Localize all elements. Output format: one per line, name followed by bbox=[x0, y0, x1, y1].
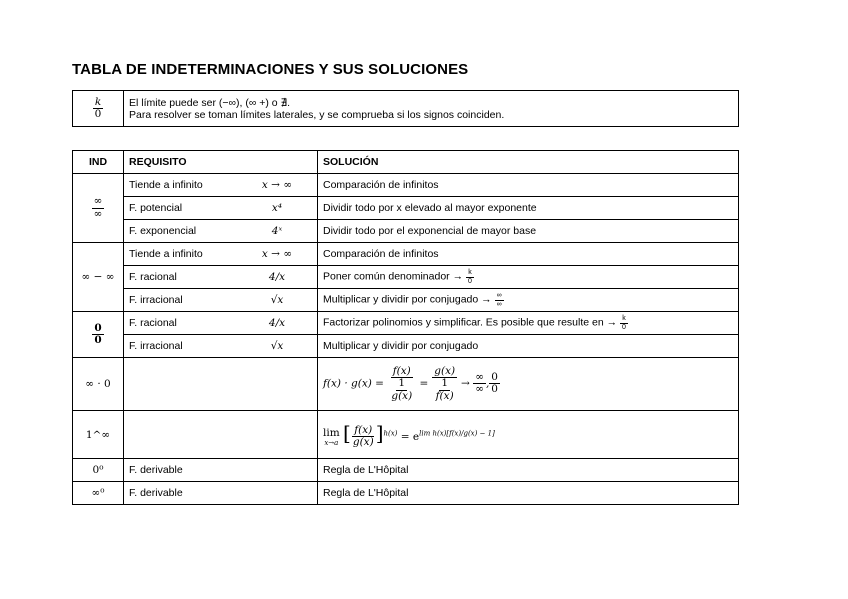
solution-text: Dividir todo por el exponencial de mayor base bbox=[318, 220, 739, 243]
table-row bbox=[73, 358, 739, 411]
indeterminations-table bbox=[72, 150, 739, 505]
solution-text: Dividir todo por x elevado al mayor exponente bbox=[318, 197, 739, 220]
table-row bbox=[73, 266, 739, 289]
table-row bbox=[73, 197, 739, 220]
solution-text: Poner común denominador → $\frac{k}{0}$ bbox=[318, 266, 739, 289]
table-row bbox=[73, 174, 739, 197]
table-row bbox=[73, 411, 739, 459]
ind-one-pow-inf: 1^∞ bbox=[73, 411, 124, 459]
inf-times-zero-formula: f(x) · g(x) = $\frac{f(x)}{\frac{1}{g(x)}}$ = $\frac{g(x)}{\frac{1}{f(x)}}$ → $\frac{\infty}{\infty}$ , $\frac{0}{0}$ bbox=[318, 358, 739, 411]
one-pow-inf-formula: lim x→a [ $\frac{f(x)}{g(x)}$ ]$^{h(x)} = e^{lim h(x)[f(x)/g(x) - 1]}$ bbox=[318, 411, 739, 459]
solution-text: Comparación de infinitos bbox=[318, 243, 739, 266]
intro-table bbox=[72, 90, 739, 127]
table-row bbox=[73, 243, 739, 266]
ind-zero-over-zero: $\frac{0}{0}$ bbox=[73, 312, 124, 358]
requisito-expression: x → ∞ bbox=[261, 248, 293, 260]
ind-inf-pow-zero: ∞⁰ bbox=[73, 482, 124, 505]
requisito-expression: √x bbox=[270, 340, 284, 352]
requisito-label: F. irracional bbox=[129, 340, 183, 352]
ind-inf-minus-inf: ∞ − ∞ bbox=[73, 243, 124, 312]
requisito-expression: 4ˣ bbox=[271, 225, 283, 237]
requisito-label: F. racional bbox=[129, 317, 177, 329]
table-row bbox=[73, 289, 739, 312]
requisito-label: F. racional bbox=[129, 271, 177, 283]
requisito-label: F. exponencial bbox=[129, 225, 197, 237]
solution-text: Regla de L'Hôpital bbox=[318, 459, 739, 482]
requisito-expression: x⁴ bbox=[271, 202, 283, 214]
table-row bbox=[73, 312, 739, 335]
intro-line-1: El límite puede ser (−∞), (∞ +) o ∄. bbox=[129, 96, 291, 109]
intro-indeterminacy bbox=[73, 91, 124, 127]
header-ind: IND bbox=[73, 151, 124, 174]
table-row bbox=[73, 220, 739, 243]
requisito-expression: 4/x bbox=[268, 271, 286, 283]
solution-text: Comparación de infinitos bbox=[318, 174, 739, 197]
requisito-expression: x → ∞ bbox=[261, 179, 293, 191]
requisito-label: F. derivable bbox=[124, 482, 318, 505]
header-requisito: REQUISITO bbox=[124, 151, 318, 174]
ind-inf-times-zero: ∞ · 0 bbox=[73, 358, 124, 411]
solution-text: Multiplicar y dividir por conjugado bbox=[318, 335, 739, 358]
solution-text: Multiplicar y dividir por conjugado → $\frac{\infty}{\infty}$ bbox=[318, 289, 739, 312]
solution-text: Factorizar polinomios y simplificar. Es posible que resulte en → $\frac{k}{0}$ bbox=[318, 312, 739, 335]
table-row bbox=[73, 482, 739, 505]
requisito-label: Tiende a infinito bbox=[129, 179, 203, 191]
intro-line-2: Para resolver se toman límites laterales, y se comprueba si los signos coinciden. bbox=[129, 108, 505, 121]
requisito-label: F. irracional bbox=[129, 294, 183, 306]
requisito-label: F. derivable bbox=[124, 459, 318, 482]
requisito-expression: 4/x bbox=[268, 317, 286, 329]
header-row bbox=[73, 151, 739, 174]
requisito-expression: √x bbox=[270, 294, 284, 306]
ind-zero-pow-zero: 0⁰ bbox=[73, 459, 124, 482]
solution-text: Regla de L'Hôpital bbox=[318, 482, 739, 505]
table-row bbox=[73, 459, 739, 482]
intro-description bbox=[124, 91, 739, 127]
requisito-label: Tiende a infinito bbox=[129, 248, 203, 260]
requisito-label: F. potencial bbox=[129, 202, 183, 214]
ind-inf-over-inf: $\frac{\infty}{\infty}$ bbox=[73, 174, 124, 243]
k-over-zero-fraction: $\frac{k}{0}$ bbox=[94, 95, 102, 120]
page-title: TABLA DE INDETERMINACIONES Y SUS SOLUCIONES bbox=[72, 61, 469, 78]
table-row bbox=[73, 335, 739, 358]
header-solucion: SOLUCIÓN bbox=[318, 151, 739, 174]
